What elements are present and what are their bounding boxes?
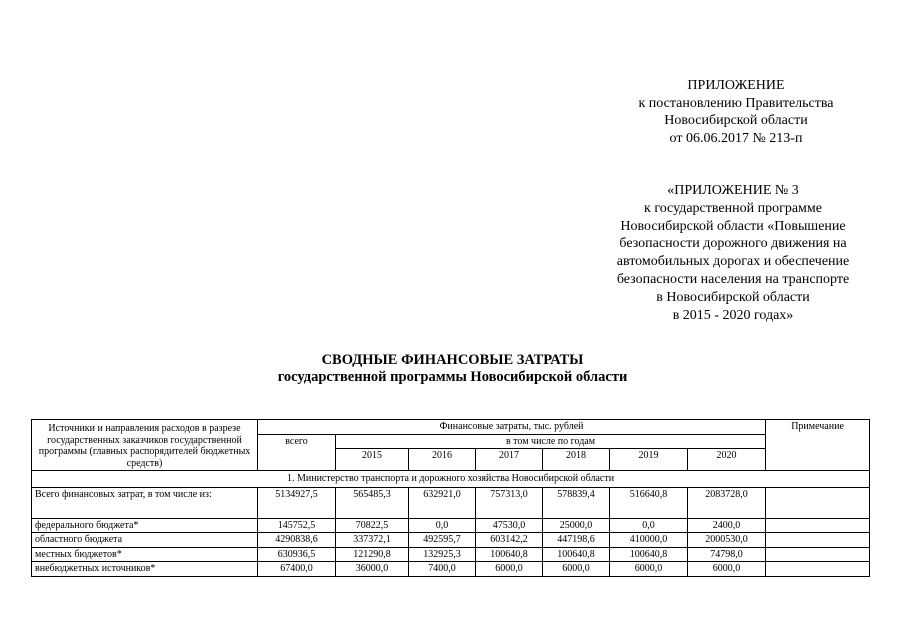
- value-cell: 578839,4: [543, 487, 610, 518]
- row-label: федерального бюджета*: [32, 518, 258, 533]
- appendix3-line: «ПРИЛОЖЕНИЕ № 3: [667, 183, 799, 198]
- financial-costs-table: [31, 419, 870, 577]
- row-label: областного бюджета: [32, 533, 258, 548]
- appendix-line: ПРИЛОЖЕНИЕ: [687, 78, 785, 93]
- header-year: 2015: [336, 449, 409, 471]
- value-cell: 145752,5: [258, 518, 336, 533]
- value-cell: 70822,5: [336, 518, 409, 533]
- value-cell: 2000530,0: [688, 533, 766, 548]
- header-year: 2016: [409, 449, 476, 471]
- row-label: Всего финансовых затрат, в том числе из:: [32, 487, 258, 518]
- note-cell: [766, 533, 870, 548]
- appendix-line: Новосибирской области: [664, 113, 808, 128]
- document-title: [0, 352, 905, 386]
- value-cell: 0,0: [409, 518, 476, 533]
- value-cell: 25000,0: [543, 518, 610, 533]
- header-sources: Источники и направления расходов в разрезе государственных заказчиков государственной программы (главных распорядителей бюджетных средств): [32, 420, 258, 471]
- value-cell: 603142,2: [476, 533, 543, 548]
- row-label: внебюджетных источников*: [32, 562, 258, 577]
- appendix3-header: [592, 182, 874, 324]
- note-cell: [766, 547, 870, 562]
- value-cell: 0,0: [610, 518, 688, 533]
- value-cell: 7400,0: [409, 562, 476, 577]
- header-year: 2020: [688, 449, 766, 471]
- row-label: местных бюджетов*: [32, 547, 258, 562]
- header-by-years: в том числе по годам: [336, 434, 766, 449]
- note-cell: [766, 487, 870, 518]
- title-line-1: СВОДНЫЕ ФИНАНСОВЫЕ ЗАТРАТЫ: [321, 352, 584, 368]
- value-cell: 74798,0: [688, 547, 766, 562]
- appendix-header: [600, 77, 872, 147]
- header-year: 2019: [610, 449, 688, 471]
- value-cell: 6000,0: [543, 562, 610, 577]
- value-cell: 100640,8: [476, 547, 543, 562]
- table-row: [32, 547, 870, 562]
- section-row: 1. Министерство транспорта и дорожного хозяйства Новосибирской области: [32, 471, 870, 488]
- header-total: всего: [258, 434, 336, 471]
- note-cell: [766, 518, 870, 533]
- value-cell: 447198,6: [543, 533, 610, 548]
- appendix3-line: к государственной программе: [644, 200, 822, 216]
- appendix3-line: автомобильных дорогах и обеспечение: [616, 254, 850, 270]
- value-cell: 2400,0: [688, 518, 766, 533]
- header-costs: Финансовые затраты, тыс. рублей: [258, 420, 766, 435]
- value-cell: 630936,5: [258, 547, 336, 562]
- value-cell: 565485,3: [336, 487, 409, 518]
- value-cell: 632921,0: [409, 487, 476, 518]
- value-cell: 516640,8: [610, 487, 688, 518]
- appendix3-line: безопасности населения на транспорте: [616, 271, 850, 287]
- value-cell: 5134927,5: [258, 487, 336, 518]
- table-row: [32, 487, 870, 518]
- value-cell: 2083728,0: [688, 487, 766, 518]
- appendix3-line: безопасности дорожного движения на: [619, 236, 847, 252]
- appendix3-line: в 2015 - 2020 годах»: [672, 307, 794, 323]
- header-year: 2018: [543, 449, 610, 471]
- value-cell: 410000,0: [610, 533, 688, 548]
- title-line-2: государственной программы Новосибирской области: [277, 369, 628, 385]
- header-note: Примечание: [766, 420, 870, 471]
- note-cell: [766, 562, 870, 577]
- table-row: [32, 533, 870, 548]
- appendix-line: к постановлению Правительства: [638, 95, 834, 111]
- value-cell: 757313,0: [476, 487, 543, 518]
- value-cell: 121290,8: [336, 547, 409, 562]
- appendix3-line: в Новосибирской области: [656, 289, 810, 305]
- value-cell: 4290838,6: [258, 533, 336, 548]
- value-cell: 47530,0: [476, 518, 543, 533]
- value-cell: 132925,3: [409, 547, 476, 562]
- table-row: [32, 518, 870, 533]
- value-cell: 492595,7: [409, 533, 476, 548]
- value-cell: 36000,0: [336, 562, 409, 577]
- appendix3-line: Новосибирской области «Повышение: [620, 218, 846, 234]
- value-cell: 6000,0: [476, 562, 543, 577]
- value-cell: 100640,8: [543, 547, 610, 562]
- header-year: 2017: [476, 449, 543, 471]
- value-cell: 67400,0: [258, 562, 336, 577]
- table-row: [32, 562, 870, 577]
- appendix-line: от 06.06.2017 № 213-п: [669, 130, 803, 146]
- value-cell: 100640,8: [610, 547, 688, 562]
- value-cell: 337372,1: [336, 533, 409, 548]
- value-cell: 6000,0: [610, 562, 688, 577]
- value-cell: 6000,0: [688, 562, 766, 577]
